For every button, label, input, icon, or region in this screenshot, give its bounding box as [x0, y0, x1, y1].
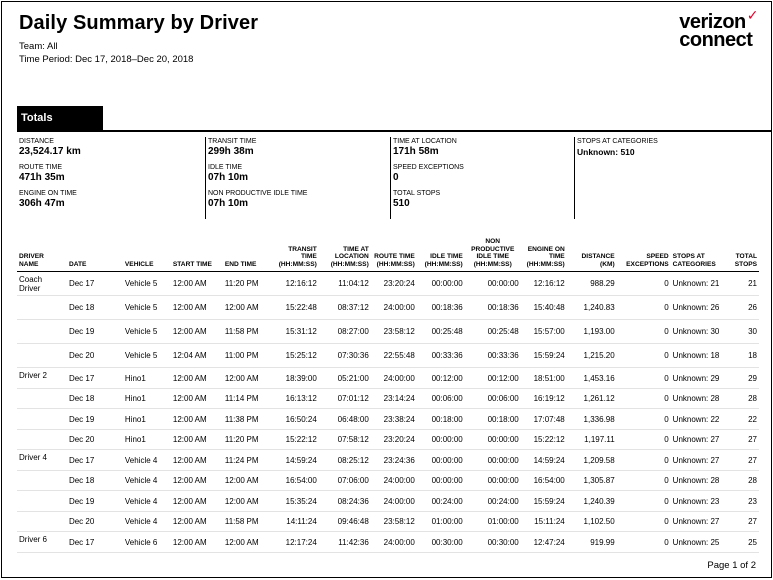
- cell-route-time: 24:00:00: [371, 470, 417, 491]
- cell-nonprod-idle-time: 00:00:00: [465, 429, 521, 450]
- total-stops-label: TOTAL STOPS: [393, 190, 441, 197]
- cell-vehicle: Vehicle 5: [123, 296, 171, 320]
- table-row: [17, 344, 759, 368]
- cell-speed-exceptions: 0: [617, 429, 671, 450]
- cell-date: Dec 17: [67, 272, 123, 296]
- col-header-time-at-location: TIME AT LOCATION (HH:MM:SS): [319, 238, 371, 272]
- cell-speed-exceptions: 0: [617, 388, 671, 409]
- cell-stops-at-categories: Unknown: 27: [671, 429, 733, 450]
- col-header-transit-time: TRANSIT TIME (HH:MM:SS): [273, 238, 319, 272]
- cell-time-at-location: 06:48:00: [319, 409, 371, 430]
- cell-speed-exceptions: 0: [617, 532, 671, 553]
- cell-start-time: 12:00 AM: [171, 429, 223, 450]
- cell-end-time: 12:00 AM: [223, 532, 273, 553]
- total-nonprod-idle-label: NON PRODUCTIVE IDLE TIME: [208, 190, 308, 197]
- cell-stops-at-categories: Unknown: 27: [671, 511, 733, 532]
- cell-total-stops: 27: [733, 511, 759, 532]
- cell-idle-time: 00:24:00: [417, 491, 465, 512]
- report-page: [1, 1, 772, 578]
- total-stops-at-categories: [577, 137, 761, 158]
- cell-idle-time: 00:18:36: [417, 296, 465, 320]
- table-header-row: [17, 238, 759, 272]
- totals-grid: [19, 137, 761, 219]
- cell-date: Dec 17: [67, 532, 123, 553]
- cell-vehicle: Vehicle 5: [123, 272, 171, 296]
- cell-route-time: 23:58:12: [371, 320, 417, 344]
- total-time-at-location-label: TIME AT LOCATION: [393, 138, 457, 145]
- cell-stops-at-categories: Unknown: 28: [671, 470, 733, 491]
- cell-route-time: 23:24:36: [371, 450, 417, 471]
- cell-stops-at-categories: Unknown: 22: [671, 409, 733, 430]
- cell-end-time: 12:00 AM: [223, 470, 273, 491]
- cell-time-at-location: 08:25:12: [319, 450, 371, 471]
- cell-stops-at-categories: Unknown: 28: [671, 388, 733, 409]
- cell-driver-name: [17, 320, 67, 344]
- cell-speed-exceptions: 0: [617, 450, 671, 471]
- cell-engine-on-time: 17:07:48: [521, 409, 567, 430]
- cell-vehicle: Hino1: [123, 388, 171, 409]
- cell-engine-on-time: 16:19:12: [521, 388, 567, 409]
- cell-stops-at-categories: Unknown: 25: [671, 532, 733, 553]
- cell-vehicle: Vehicle 4: [123, 470, 171, 491]
- cell-driver-name: [17, 296, 67, 320]
- cell-total-stops: 25: [733, 532, 759, 553]
- cell-time-at-location: 11:04:12: [319, 272, 371, 296]
- cell-end-time: 11:00 PM: [223, 344, 273, 368]
- cell-route-time: 24:00:00: [371, 532, 417, 553]
- logo-line2: connect: [679, 29, 753, 51]
- col-header-vehicle: VEHICLE: [123, 238, 171, 272]
- cell-engine-on-time: 12:16:12: [521, 272, 567, 296]
- cell-transit-time: 12:16:12: [273, 272, 319, 296]
- cell-total-stops: 26: [733, 296, 759, 320]
- cell-transit-time: 16:50:24: [273, 409, 319, 430]
- cell-route-time: 24:00:00: [371, 296, 417, 320]
- cell-end-time: 11:14 PM: [223, 388, 273, 409]
- cell-stops-at-categories: Unknown: 29: [671, 368, 733, 389]
- total-route-time: [19, 163, 203, 184]
- cell-route-time: 24:00:00: [371, 368, 417, 389]
- cell-transit-time: 15:31:12: [273, 320, 319, 344]
- cell-engine-on-time: 18:51:00: [521, 368, 567, 389]
- cell-engine-on-time: 15:40:48: [521, 296, 567, 320]
- cell-start-time: 12:00 AM: [171, 511, 223, 532]
- table-row: [17, 296, 759, 320]
- cell-route-time: 24:00:00: [371, 491, 417, 512]
- col-header-date: DATE: [67, 238, 123, 272]
- cell-speed-exceptions: 0: [617, 320, 671, 344]
- cell-transit-time: 14:59:24: [273, 450, 319, 471]
- cell-driver-name: [17, 344, 67, 368]
- col-header-end-time: END TIME: [223, 238, 273, 272]
- cell-date: Dec 19: [67, 491, 123, 512]
- cell-idle-time: 00:25:48: [417, 320, 465, 344]
- cell-driver-name: Driver 6: [17, 532, 67, 553]
- cell-vehicle: Vehicle 4: [123, 491, 171, 512]
- cell-idle-time: 01:00:00: [417, 511, 465, 532]
- team-filter: Team: All: [19, 41, 58, 52]
- verizon-connect-logo: [679, 7, 758, 51]
- total-speed-exceptions-label: SPEED EXCEPTIONS: [393, 164, 464, 171]
- cell-route-time: 23:38:24: [371, 409, 417, 430]
- cell-nonprod-idle-time: 00:18:36: [465, 296, 521, 320]
- report-title: Daily Summary by Driver: [19, 12, 259, 34]
- table-row: [17, 491, 759, 512]
- cell-time-at-location: 11:42:36: [319, 532, 371, 553]
- cell-start-time: 12:00 AM: [171, 409, 223, 430]
- total-stops-value: 510: [393, 198, 410, 209]
- cell-total-stops: 30: [733, 320, 759, 344]
- cell-nonprod-idle-time: 00:00:00: [465, 272, 521, 296]
- cell-stops-at-categories: Unknown: 26: [671, 296, 733, 320]
- totals-column-3: [390, 137, 577, 219]
- cell-date: Dec 20: [67, 429, 123, 450]
- col-header-speed-exceptions: SPEED EXCEPTIONS: [617, 238, 671, 272]
- cell-transit-time: 16:54:00: [273, 470, 319, 491]
- cell-transit-time: 16:13:12: [273, 388, 319, 409]
- cell-time-at-location: 08:27:00: [319, 320, 371, 344]
- total-time-at-location: [393, 137, 577, 158]
- cell-date: Dec 20: [67, 511, 123, 532]
- cell-total-stops: 22: [733, 409, 759, 430]
- cell-distance: 1,240.39: [567, 491, 617, 512]
- col-header-nonprod-idle: NON PRODUCTIVE IDLE TIME (HH:MM:SS): [465, 238, 521, 272]
- cell-time-at-location: 07:30:36: [319, 344, 371, 368]
- total-stops-at-categories-value: Unknown: 510: [577, 147, 635, 157]
- cell-driver-name: [17, 388, 67, 409]
- total-nonprod-idle-value: 07h 10m: [208, 198, 249, 209]
- cell-transit-time: 15:22:12: [273, 429, 319, 450]
- cell-idle-time: 00:00:00: [417, 470, 465, 491]
- col-header-distance: DISTANCE (KM): [567, 238, 617, 272]
- totals-section-label: Totals: [17, 106, 103, 130]
- cell-total-stops: 28: [733, 470, 759, 491]
- cell-stops-at-categories: Unknown: 18: [671, 344, 733, 368]
- table-row: [17, 368, 759, 389]
- cell-engine-on-time: 16:54:00: [521, 470, 567, 491]
- cell-start-time: 12:04 AM: [171, 344, 223, 368]
- col-header-idle-time: IDLE TIME (HH:MM:SS): [417, 238, 465, 272]
- total-idle-label: IDLE TIME: [208, 164, 243, 171]
- time-period: Time Period: Dec 17, 2018–Dec 20, 2018: [19, 54, 194, 65]
- total-idle: [208, 163, 393, 184]
- cell-vehicle: Hino1: [123, 409, 171, 430]
- cell-driver-name: Driver 4: [17, 450, 67, 471]
- cell-transit-time: 15:25:12: [273, 344, 319, 368]
- table-row: [17, 532, 759, 553]
- cell-engine-on-time: 15:57:00: [521, 320, 567, 344]
- cell-time-at-location: 09:46:48: [319, 511, 371, 532]
- cell-start-time: 12:00 AM: [171, 450, 223, 471]
- cell-total-stops: 29: [733, 368, 759, 389]
- cell-date: Dec 18: [67, 296, 123, 320]
- cell-idle-time: 00:30:00: [417, 532, 465, 553]
- cell-idle-time: 00:33:36: [417, 344, 465, 368]
- cell-distance: 1,305.87: [567, 470, 617, 491]
- col-header-start-time: START TIME: [171, 238, 223, 272]
- cell-total-stops: 21: [733, 272, 759, 296]
- cell-distance: 1,336.98: [567, 409, 617, 430]
- cell-stops-at-categories: Unknown: 30: [671, 320, 733, 344]
- cell-total-stops: 23: [733, 491, 759, 512]
- page-number: Page 1 of 2: [707, 560, 756, 571]
- cell-nonprod-idle-time: 00:00:00: [465, 470, 521, 491]
- cell-end-time: 11:38 PM: [223, 409, 273, 430]
- cell-time-at-location: 07:58:12: [319, 429, 371, 450]
- total-stops: [393, 189, 577, 210]
- table-row: [17, 409, 759, 430]
- table-row: [17, 450, 759, 471]
- cell-start-time: 12:00 AM: [171, 388, 223, 409]
- cell-route-time: 23:20:24: [371, 429, 417, 450]
- total-nonprod-idle: [208, 189, 393, 210]
- cell-end-time: 12:00 AM: [223, 491, 273, 512]
- col-header-stops-at-categories: STOPS AT CATEGORIES: [671, 238, 733, 272]
- cell-driver-name: [17, 429, 67, 450]
- cell-stops-at-categories: Unknown: 23: [671, 491, 733, 512]
- cell-nonprod-idle-time: 00:12:00: [465, 368, 521, 389]
- cell-speed-exceptions: 0: [617, 272, 671, 296]
- cell-distance: 1,453.16: [567, 368, 617, 389]
- cell-time-at-location: 05:21:00: [319, 368, 371, 389]
- total-speed-exceptions: [393, 163, 577, 184]
- total-engine-on: [19, 189, 203, 210]
- cell-end-time: 12:00 AM: [223, 296, 273, 320]
- total-transit-value: 299h 38m: [208, 146, 254, 157]
- cell-nonprod-idle-time: 00:33:36: [465, 344, 521, 368]
- cell-nonprod-idle-time: 00:25:48: [465, 320, 521, 344]
- cell-distance: 919.99: [567, 532, 617, 553]
- cell-distance: 988.29: [567, 272, 617, 296]
- cell-speed-exceptions: 0: [617, 344, 671, 368]
- total-time-at-location-value: 171h 58m: [393, 146, 439, 157]
- cell-nonprod-idle-time: 00:24:00: [465, 491, 521, 512]
- cell-engine-on-time: 15:59:24: [521, 491, 567, 512]
- total-distance: [19, 137, 203, 158]
- table-row: [17, 272, 759, 296]
- cell-time-at-location: 07:01:12: [319, 388, 371, 409]
- cell-start-time: 12:00 AM: [171, 532, 223, 553]
- cell-driver-name: Coach Driver: [17, 272, 67, 296]
- cell-distance: 1,215.20: [567, 344, 617, 368]
- cell-start-time: 12:00 AM: [171, 368, 223, 389]
- cell-transit-time: 14:11:24: [273, 511, 319, 532]
- cell-vehicle: Vehicle 5: [123, 320, 171, 344]
- cell-total-stops: 27: [733, 450, 759, 471]
- driver-summary-table: [17, 238, 759, 553]
- total-engine-on-value: 306h 47m: [19, 198, 65, 209]
- cell-driver-name: Driver 2: [17, 368, 67, 389]
- total-transit: [208, 137, 393, 158]
- cell-speed-exceptions: 0: [617, 296, 671, 320]
- cell-engine-on-time: 15:22:12: [521, 429, 567, 450]
- cell-distance: 1,240.83: [567, 296, 617, 320]
- cell-start-time: 12:00 AM: [171, 320, 223, 344]
- cell-driver-name: [17, 511, 67, 532]
- cell-nonprod-idle-time: 00:30:00: [465, 532, 521, 553]
- col-header-engine-on: ENGINE ON TIME (HH:MM:SS): [521, 238, 567, 272]
- cell-nonprod-idle-time: 00:18:00: [465, 409, 521, 430]
- col-header-driver: DRIVER NAME: [17, 238, 67, 272]
- cell-idle-time: 00:00:00: [417, 450, 465, 471]
- cell-engine-on-time: 15:59:24: [521, 344, 567, 368]
- cell-vehicle: Vehicle 6: [123, 532, 171, 553]
- table-row: [17, 320, 759, 344]
- cell-date: Dec 17: [67, 368, 123, 389]
- cell-transit-time: 15:22:48: [273, 296, 319, 320]
- cell-end-time: 11:58 PM: [223, 511, 273, 532]
- cell-total-stops: 28: [733, 388, 759, 409]
- total-transit-label: TRANSIT TIME: [208, 138, 257, 145]
- cell-distance: 1,261.12: [567, 388, 617, 409]
- cell-engine-on-time: 14:59:24: [521, 450, 567, 471]
- cell-stops-at-categories: Unknown: 27: [671, 450, 733, 471]
- cell-engine-on-time: 12:47:24: [521, 532, 567, 553]
- cell-start-time: 12:00 AM: [171, 296, 223, 320]
- cell-driver-name: [17, 409, 67, 430]
- cell-end-time: 11:24 PM: [223, 450, 273, 471]
- col-header-total-stops: TOTAL STOPS: [733, 238, 759, 272]
- cell-speed-exceptions: 0: [617, 470, 671, 491]
- cell-time-at-location: 08:24:36: [319, 491, 371, 512]
- cell-start-time: 12:00 AM: [171, 491, 223, 512]
- total-stops-at-categories-label: STOPS AT CATEGORIES: [577, 138, 658, 145]
- cell-route-time: 23:20:24: [371, 272, 417, 296]
- cell-idle-time: 00:00:00: [417, 272, 465, 296]
- cell-start-time: 12:00 AM: [171, 470, 223, 491]
- cell-date: Dec 17: [67, 450, 123, 471]
- cell-idle-time: 00:06:00: [417, 388, 465, 409]
- cell-end-time: 11:20 PM: [223, 272, 273, 296]
- cell-transit-time: 12:17:24: [273, 532, 319, 553]
- cell-speed-exceptions: 0: [617, 409, 671, 430]
- cell-vehicle: Hino1: [123, 429, 171, 450]
- cell-distance: 1,102.50: [567, 511, 617, 532]
- cell-end-time: 11:20 PM: [223, 429, 273, 450]
- cell-date: Dec 20: [67, 344, 123, 368]
- cell-date: Dec 18: [67, 470, 123, 491]
- logo-line1: verizon: [679, 11, 746, 33]
- table-row: [17, 429, 759, 450]
- cell-distance: 1,209.58: [567, 450, 617, 471]
- table-row: [17, 388, 759, 409]
- total-distance-label: DISTANCE: [19, 138, 54, 145]
- cell-transit-time: 18:39:00: [273, 368, 319, 389]
- cell-route-time: 22:55:48: [371, 344, 417, 368]
- table-row: [17, 511, 759, 532]
- cell-transit-time: 15:35:24: [273, 491, 319, 512]
- cell-route-time: 23:14:24: [371, 388, 417, 409]
- cell-end-time: 12:00 AM: [223, 368, 273, 389]
- cell-nonprod-idle-time: 00:06:00: [465, 388, 521, 409]
- cell-engine-on-time: 15:11:24: [521, 511, 567, 532]
- cell-date: Dec 18: [67, 388, 123, 409]
- cell-vehicle: Vehicle 4: [123, 450, 171, 471]
- cell-vehicle: Vehicle 4: [123, 511, 171, 532]
- cell-total-stops: 27: [733, 429, 759, 450]
- cell-idle-time: 00:00:00: [417, 429, 465, 450]
- totals-column-1: [19, 137, 203, 219]
- total-engine-on-label: ENGINE ON TIME: [19, 190, 77, 197]
- totals-section-bar: [17, 106, 772, 132]
- totals-column-2: [205, 137, 393, 219]
- cell-idle-time: 00:12:00: [417, 368, 465, 389]
- col-header-route-time: ROUTE TIME (HH:MM:SS): [371, 238, 417, 272]
- cell-nonprod-idle-time: 01:00:00: [465, 511, 521, 532]
- cell-total-stops: 18: [733, 344, 759, 368]
- cell-start-time: 12:00 AM: [171, 272, 223, 296]
- cell-nonprod-idle-time: 00:00:00: [465, 450, 521, 471]
- cell-stops-at-categories: Unknown: 21: [671, 272, 733, 296]
- total-route-time-label: ROUTE TIME: [19, 164, 63, 171]
- cell-distance: 1,197.11: [567, 429, 617, 450]
- total-distance-value: 23,524.17 km: [19, 146, 81, 157]
- cell-speed-exceptions: 0: [617, 511, 671, 532]
- table-row: [17, 470, 759, 491]
- cell-vehicle: Vehicle 5: [123, 344, 171, 368]
- cell-route-time: 23:58:12: [371, 511, 417, 532]
- cell-driver-name: [17, 491, 67, 512]
- cell-date: Dec 19: [67, 320, 123, 344]
- cell-speed-exceptions: 0: [617, 491, 671, 512]
- cell-idle-time: 00:18:00: [417, 409, 465, 430]
- cell-time-at-location: 07:06:00: [319, 470, 371, 491]
- cell-speed-exceptions: 0: [617, 368, 671, 389]
- total-route-time-value: 471h 35m: [19, 172, 65, 183]
- totals-column-4: [574, 137, 761, 219]
- total-idle-value: 07h 10m: [208, 172, 249, 183]
- cell-time-at-location: 08:37:12: [319, 296, 371, 320]
- cell-distance: 1,193.00: [567, 320, 617, 344]
- cell-vehicle: Hino1: [123, 368, 171, 389]
- logo-check-icon: ✓: [746, 7, 758, 23]
- cell-date: Dec 19: [67, 409, 123, 430]
- cell-end-time: 11:58 PM: [223, 320, 273, 344]
- total-speed-exceptions-value: 0: [393, 172, 399, 183]
- cell-driver-name: [17, 470, 67, 491]
